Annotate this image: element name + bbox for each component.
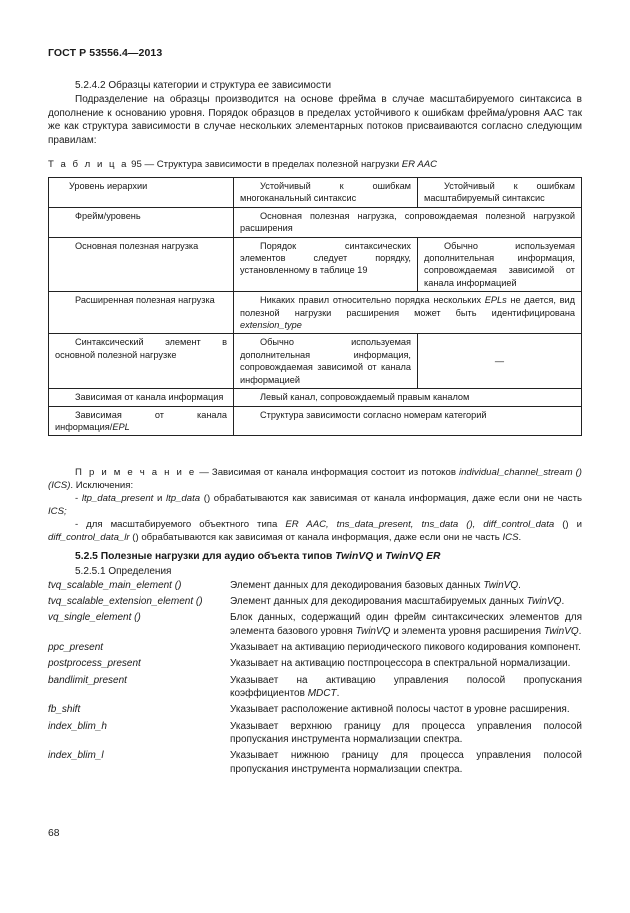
intro-paragraph: Подразделение на образцы производится на основе фрейма в случае масштабируемого синтаксиса в дополнение к основанию уровня. Порядок образцов в пределах устойчивого к ошибкам фрейма/уровня AAC так же как структура зависимости в случае нескольких элементарных потоков присваиваются согласно следующим правилам:	[48, 94, 582, 146]
table-cell: Никаких правил относительно порядка нескольких EPLs не дается, вид полезной нагрузки расширения может быть идентифицирована extension_type	[234, 292, 582, 334]
table-row	[49, 389, 582, 406]
table-row	[49, 334, 582, 389]
table-cell: Зависимая от канала информация	[49, 389, 234, 406]
definition-desc: Указывает на активацию постпроцессора в спектральной нормализации.	[230, 658, 571, 670]
note-item: - для масштабируемого объектного типа ER AAC, tns_data_present, tns_data (), diff_control_data () и diff_control_data_lr () обрабатываются как зависимая от канала информация, даже если они не часть ICS.	[48, 519, 582, 543]
table-header-cell: Уровень иерархии	[49, 178, 234, 208]
table-cell: Левый канал, сопровождаемый правым каналом	[234, 389, 582, 406]
table-cell: Структура зависимости согласно номерам категорий	[234, 406, 582, 436]
definition-term: fb_shift	[48, 704, 81, 716]
document-header: ГОСТ Р 53556.4—2013	[48, 47, 163, 59]
table-caption: Т а б л и ц а 95 — Структура зависимости в пределах полезной нагрузки ER AAC	[48, 159, 438, 170]
table-row	[49, 207, 582, 237]
definition-desc: Элемент данных для декодирования масштабируемых данных TwinVQ.	[230, 596, 565, 608]
definition-item	[48, 720, 582, 747]
definition-desc: Указывает на активацию управления полосой пропускания коэффициентов MDCT.	[230, 674, 582, 700]
definition-desc: Указывает верхнюю границу для процесса управления полосой пропускания инструмента нормализации спектра.	[230, 720, 582, 746]
definition-term: postprocess_present	[48, 658, 141, 670]
section-heading: 5.2.5 Полезные нагрузки для аудио объекта типов TwinVQ и TwinVQ ER	[75, 551, 441, 562]
definition-desc: Указывает расположение активной полосы частот в уровне расширения.	[230, 704, 570, 716]
table-header-cell: Устойчивый к ошибкам масштабируемый синтаксис	[418, 178, 582, 208]
table-note: П р и м е ч а н и е — Зависимая от канала информация состоит из потоков individual_channel_stream () (ICS). Исключения:	[48, 467, 582, 491]
definition-term: ppc_present	[48, 642, 104, 654]
definition-term: vq_single_element ()	[48, 612, 141, 624]
table-cell: Расширенная полезная нагрузка	[49, 292, 234, 334]
definition-item	[48, 749, 582, 776]
table-cell: Обычно используемая дополнительная информация, сопровождаемая зависимой от канала информацией	[234, 334, 418, 389]
table-cell: Основная полезная нагрузка, сопровождаемая полезной нагрузкой расширения	[234, 207, 582, 237]
definition-desc: Элемент данных для декодирования базовых данных TwinVQ.	[230, 580, 521, 591]
dependency-table	[48, 177, 582, 436]
table-cell: Порядок синтаксических элементов следует порядку, установленному в таблице 19	[234, 237, 418, 292]
definition-term: tvq_scalable_main_element ()	[48, 580, 182, 591]
definition-item	[48, 674, 582, 701]
definition-desc: Блок данных, содержащий один фрейм синтаксических элементов для элемента базового уровня TwinVQ и элемента уровня расширения TwinVQ.	[230, 612, 582, 637]
table-row	[49, 237, 582, 292]
definition-term: bandlimit_present	[48, 674, 127, 686]
table-row	[49, 406, 582, 436]
definition-desc: Указывает на активацию периодического пикового кодирования компонент.	[230, 642, 581, 654]
table-row	[49, 292, 582, 334]
note-item: - ltp_data_present и ltp_data () обрабатываются как зависимая от канала информация, даже если они не часть ICS;	[48, 493, 582, 517]
table-header-cell: Устойчивый к ошибкам многоканальный синтаксис	[234, 178, 418, 208]
definition-term: index_blim_l	[48, 750, 104, 762]
subsection-heading: 5.2.5.1 Определения	[75, 566, 172, 577]
section-title: 5.2.4.2 Образцы категории и структура ее зависимости	[75, 80, 332, 91]
definition-item	[48, 703, 582, 717]
definition-item	[48, 657, 582, 671]
definition-item	[48, 641, 582, 655]
table-cell: Фрейм/уровень	[49, 207, 234, 237]
table-header-row	[49, 178, 582, 208]
table-cell: Синтаксический элемент в основной полезной нагрузке	[49, 334, 234, 389]
definition-desc: Указывает нижнюю границу для процесса управления полосой пропускания инструмента нормализации спектра.	[230, 750, 582, 775]
definition-item	[48, 595, 582, 609]
definition-term: index_blim_h	[48, 720, 107, 732]
page-number: 68	[48, 828, 60, 839]
definition-item	[48, 579, 582, 593]
table-cell: —	[418, 334, 582, 389]
definition-item	[48, 611, 582, 638]
definitions-list	[48, 579, 582, 779]
table-cell: Обычно используемая дополнительная информация, сопровождаемая зависимой от канала информацией	[418, 237, 582, 292]
definition-term: tvq_scalable_extension_element ()	[48, 596, 203, 608]
table-cell: Зависимая от канала информация/EPL	[49, 406, 234, 436]
table-cell: Основная полезная нагрузка	[49, 237, 234, 292]
